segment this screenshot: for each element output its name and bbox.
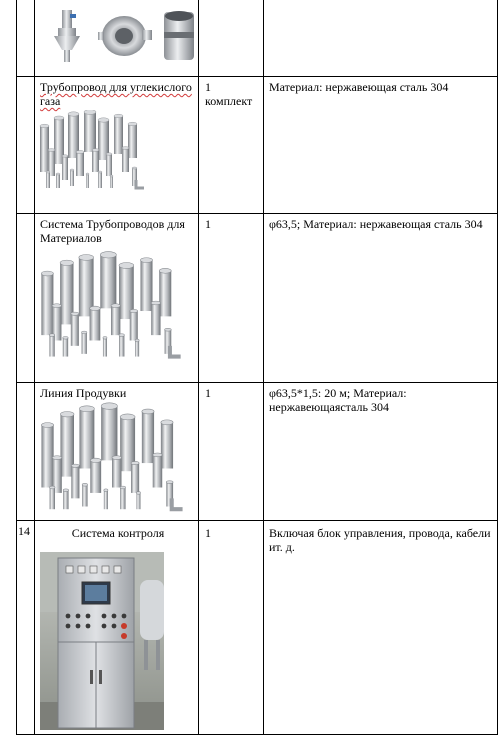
pipe-segment [70,170,74,186]
pipe-opening [63,489,68,492]
pipe-segment [82,332,87,353]
item-spec: φ63,5; Материал: нержавеющая сталь 304 [269,217,483,231]
pipe-opening [82,331,87,334]
pipe-segment [140,260,152,311]
pipe-opening [60,412,74,417]
pipe-opening [84,110,96,114]
pipe-opening [119,334,124,337]
valve-fittings-icon [48,6,198,66]
pipe-segment [111,306,120,335]
pipe-opening [48,149,55,152]
pipe-opening [112,456,122,460]
steel-pipes-icon [36,400,188,518]
pipe-opening [71,464,79,467]
pipe-opening [120,414,135,420]
col-divider [497,0,498,735]
row-divider [16,76,498,77]
pipe-segment [119,335,124,356]
pipe-opening [52,304,61,308]
pipe-opening [70,169,74,171]
pipe-opening [140,258,152,263]
pipe-segment [63,338,68,357]
pipe-segment [122,148,129,172]
item-qty: 1 комплект [205,80,253,108]
pipe-segment [114,116,123,154]
pipe-opening [106,153,112,155]
pipe-segment [41,274,53,336]
pipe-segment [130,311,138,340]
pipe-segment [56,174,60,188]
pipe-opening [120,486,125,489]
col-divider [34,0,35,735]
pipe-opening [52,456,62,460]
pipe-opening [110,175,113,177]
pipe-opening [63,336,68,339]
pipe-opening [122,147,129,150]
pipe-segment [135,340,139,356]
pipe-opening [68,112,79,116]
pipe-segment [120,488,125,510]
pipe-opening [161,420,173,425]
pipe-segment [90,460,101,493]
pipe-opening [130,309,138,312]
pipe-opening [132,167,137,169]
pipe-opening [136,492,140,495]
item-name: Система контроля [71,526,165,540]
pipe-segment [92,150,99,172]
pipe-segment [106,154,112,176]
item-name: Система Трубопроводов для Материалов [40,217,185,245]
pipe-opening [98,118,109,122]
pipe-opening [50,486,55,489]
pipe-opening [79,255,94,261]
item-spec: Включая блок управления, провода, кабели ит. д. [269,526,491,554]
pipe-opening [101,403,117,410]
item-qty: 1 [205,386,211,400]
pipe-segment [84,112,96,152]
item-qty: 1 [205,526,211,540]
table-bottom-border [16,734,498,735]
pipe-opening [41,423,53,428]
pipe-segment [161,422,173,468]
pipe-opening [100,252,116,258]
pipe-segment [76,152,84,176]
pipe-opening [111,304,120,308]
item-spec: Материал: нержавеющая сталь 304 [269,80,449,94]
pipe-segment [142,412,154,464]
pipe-opening [119,263,134,269]
pipe-segment [71,466,79,499]
pipe-opening [90,306,101,310]
pipe-opening [159,268,171,273]
pipe-segment [90,308,101,340]
item-name-text: Трубопровод для углекислого газа [40,80,192,108]
pipe-segment [41,425,53,487]
pipe-segment [86,174,89,188]
pipe-segment [104,490,108,509]
pipe-segment [110,176,113,188]
pipe-opening [151,301,160,305]
control-cabinet-icon [40,552,164,730]
pipe-opening [46,171,50,173]
pipe-opening [82,483,87,486]
pipe-segment [100,255,116,309]
pipe-opening [86,173,89,175]
pipe-opening [79,406,94,412]
pipe-segment [46,172,50,188]
pipe-opening [56,173,60,175]
pipe-segment [153,455,163,488]
pipe-opening [60,260,73,265]
pipe-segment [136,493,140,509]
pipe-segment [151,303,160,335]
pipe-opening [76,150,84,153]
pipe-opening [128,122,137,126]
pipe-segment [101,406,117,460]
pipe-opening [166,481,173,484]
pipe-segment [112,458,122,488]
pipe-opening [40,124,49,128]
pipe-opening [54,116,64,120]
pipe-segment [71,314,79,346]
pipe-segment [62,156,68,180]
row-divider [16,213,498,214]
pipe-segment [131,463,139,493]
item-name: Линия Продувки [40,386,127,400]
item-number: 14 [18,524,30,538]
pipe-opening [104,489,108,492]
pipe-segment [50,488,55,510]
pipe-opening [103,336,107,339]
pipe-segment [98,172,102,188]
pipe-segment [128,124,137,158]
pipe-opening [131,461,139,464]
item-spec: φ63,5*1,5: 20 м; Материал: нержавеющаясталь 304 [269,386,407,414]
row-divider [16,382,498,383]
pipe-opening [98,171,102,173]
pipe-elbow [136,180,144,188]
pipe-opening [92,149,99,152]
pipe-opening [153,453,163,457]
pipe-segment [49,335,54,356]
pipe-segment [103,338,107,357]
col-divider [16,0,17,735]
row-divider [16,520,498,521]
pipe-segment [82,485,87,507]
pipe-opening [165,328,172,331]
steel-pipes-icon [36,246,186,368]
pipe-opening [114,114,123,118]
item-name [40,80,196,108]
col-divider [263,0,264,735]
pipe-elbow [172,498,183,509]
pipe-opening [71,312,79,315]
pipe-opening [90,458,101,462]
pipe-elbow [170,346,181,357]
item-qty: 1 [205,217,211,231]
col-divider [198,0,199,735]
pipe-segment [159,271,171,317]
pipe-opening [49,334,54,337]
pipe-opening [142,409,154,414]
steel-pipes-icon [36,110,148,192]
pipe-opening [41,271,53,276]
pipe-segment [63,490,68,509]
pipe-opening [62,155,68,157]
pipe-segment [40,126,49,172]
pipe-opening [135,339,139,342]
